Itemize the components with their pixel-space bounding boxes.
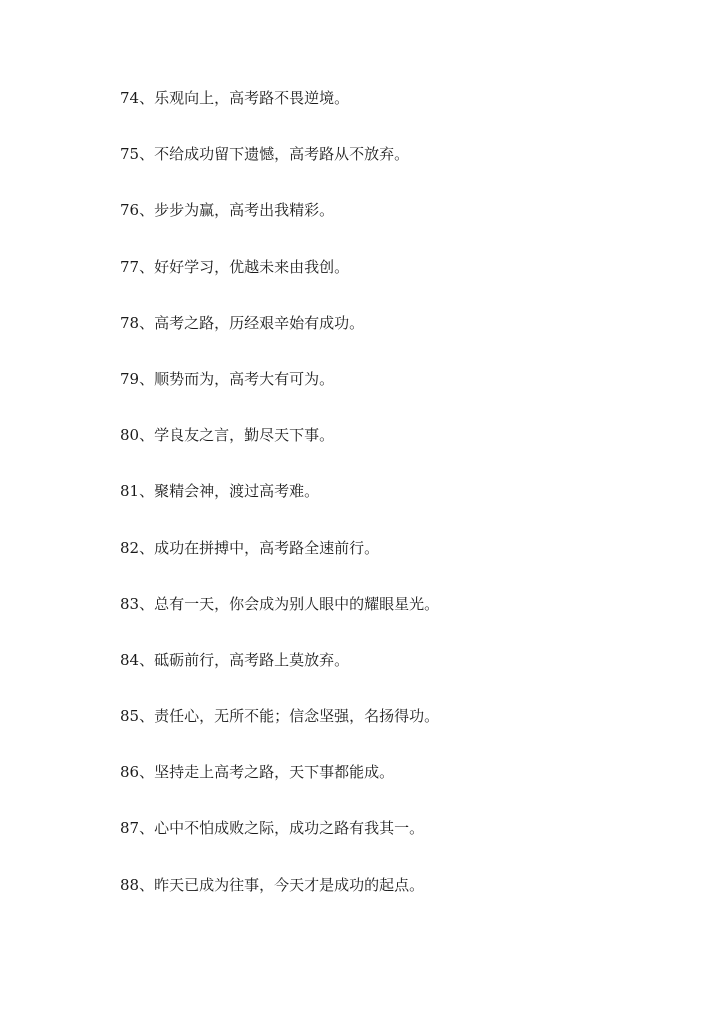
list-item: 84、砥砺前行，高考路上莫放弃。 <box>120 650 350 669</box>
slogan-list <box>120 84 700 927</box>
list-item: 76、步步为赢，高考出我精彩。 <box>120 201 335 220</box>
list-item: 81、聚精会神，渡过高考难。 <box>120 482 320 501</box>
list-item: 87、心中不怕成败之际，成功之路有我其一。 <box>120 819 425 838</box>
list-item: 74、乐观向上，高考路不畏逆境。 <box>120 89 350 107</box>
list-item: 75、不给成功留下遗憾，高考路从不放弃。 <box>120 145 410 164</box>
list-item: 78、高考之路，历经艰辛始有成功。 <box>120 313 365 332</box>
list-item: 79、顺势而为，高考大有可为。 <box>120 369 335 388</box>
list-item: 80、学良友之言，勤尽天下事。 <box>120 426 335 445</box>
list-item: 83、总有一天，你会成为别人眼中的耀眼星光。 <box>120 594 440 613</box>
list-item: 86、坚持走上高考之路，天下事都能成。 <box>120 763 395 782</box>
list-item: 82、成功在拼搏中，高考路全速前行。 <box>120 538 380 557</box>
list-item: 77、好好学习，优越未来由我创。 <box>120 257 350 276</box>
list-item: 85、责任心，无所不能；信念坚强，名扬得功。 <box>120 707 440 726</box>
list-item: 88、昨天已成为往事，今天才是成功的起点。 <box>120 875 425 894</box>
